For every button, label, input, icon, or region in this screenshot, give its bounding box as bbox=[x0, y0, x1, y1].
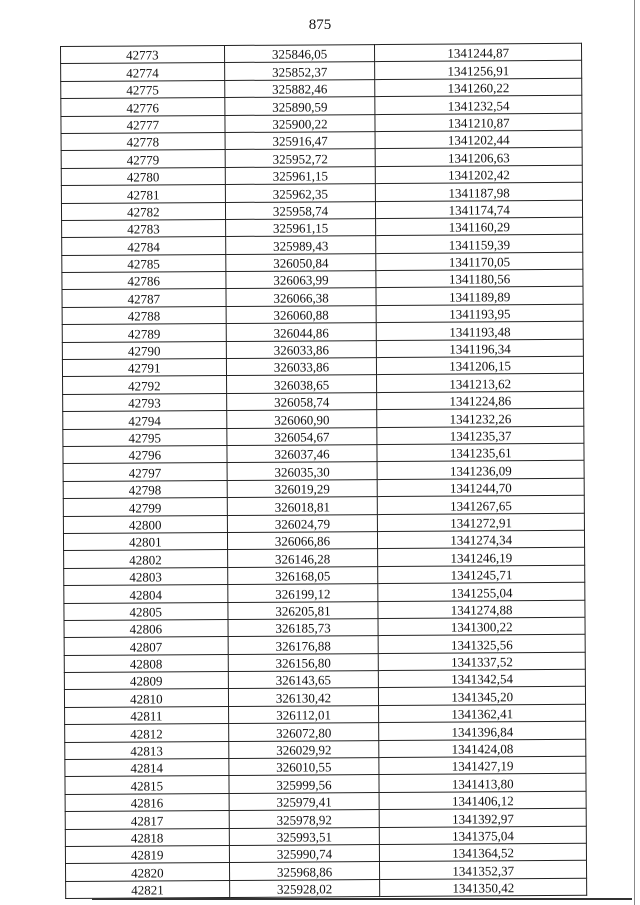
x-coordinate-cell: 326024,79 bbox=[227, 514, 378, 532]
y-coordinate-cell: 1341236,09 bbox=[377, 461, 584, 480]
x-coordinate-cell: 326156,80 bbox=[228, 653, 379, 671]
point-number-cell: 42814 bbox=[65, 758, 229, 776]
point-number-cell: 42776 bbox=[61, 98, 225, 116]
x-coordinate-cell: 326205,81 bbox=[228, 601, 379, 619]
point-number-cell: 42798 bbox=[63, 480, 227, 498]
x-coordinate-cell: 326033,86 bbox=[226, 358, 377, 376]
x-coordinate-cell: 326185,73 bbox=[228, 618, 379, 636]
point-number-cell: 42779 bbox=[61, 150, 225, 168]
point-number-cell: 42800 bbox=[63, 515, 227, 533]
point-number-cell: 42803 bbox=[64, 567, 228, 585]
x-coordinate-cell: 326038,65 bbox=[226, 375, 377, 393]
point-number-cell: 42810 bbox=[64, 689, 228, 707]
table-row bbox=[66, 878, 587, 899]
coordinates-table bbox=[60, 43, 587, 899]
point-number-cell: 42812 bbox=[65, 724, 229, 742]
y-coordinate-cell: 1341244,70 bbox=[378, 478, 585, 497]
x-coordinate-cell: 325993,51 bbox=[229, 827, 380, 845]
x-coordinate-cell: 326066,86 bbox=[227, 532, 378, 550]
point-number-cell: 42821 bbox=[66, 880, 230, 898]
y-coordinate-cell: 1341364,52 bbox=[380, 843, 587, 862]
y-coordinate-cell: 1341245,71 bbox=[378, 565, 585, 584]
point-number-cell: 42811 bbox=[65, 706, 229, 724]
point-number-cell: 42817 bbox=[65, 811, 229, 829]
y-coordinate-cell: 1341174,74 bbox=[376, 200, 583, 219]
point-number-cell: 42775 bbox=[61, 80, 225, 98]
point-number-cell: 42797 bbox=[63, 463, 227, 481]
y-coordinate-cell: 1341193,95 bbox=[376, 304, 583, 323]
y-coordinate-cell: 1341202,42 bbox=[376, 165, 583, 184]
x-coordinate-cell: 326010,55 bbox=[228, 758, 379, 776]
y-coordinate-cell: 1341342,54 bbox=[379, 669, 586, 688]
x-coordinate-cell: 326112,01 bbox=[228, 705, 379, 723]
y-coordinate-cell: 1341337,52 bbox=[379, 652, 586, 671]
point-number-cell: 42818 bbox=[65, 828, 229, 846]
y-coordinate-cell: 1341206,63 bbox=[376, 148, 583, 167]
x-coordinate-cell: 325952,72 bbox=[225, 149, 376, 167]
x-coordinate-cell: 325916,47 bbox=[225, 132, 376, 150]
x-coordinate-cell: 325958,74 bbox=[225, 201, 376, 219]
y-coordinate-cell: 1341396,84 bbox=[379, 722, 586, 741]
y-coordinate-cell: 1341235,37 bbox=[377, 426, 584, 445]
y-coordinate-cell: 1341180,56 bbox=[376, 269, 583, 288]
x-coordinate-cell: 326037,46 bbox=[227, 445, 378, 463]
y-coordinate-cell: 1341246,19 bbox=[378, 548, 585, 567]
point-number-cell: 42791 bbox=[62, 359, 226, 377]
y-coordinate-cell: 1341345,20 bbox=[379, 687, 586, 706]
point-number-cell: 42813 bbox=[65, 741, 229, 759]
y-coordinate-cell: 1341159,39 bbox=[376, 235, 583, 254]
point-number-cell: 42807 bbox=[64, 637, 228, 655]
x-coordinate-cell: 326199,12 bbox=[227, 584, 378, 602]
y-coordinate-cell: 1341300,22 bbox=[378, 617, 585, 636]
x-coordinate-cell: 325962,35 bbox=[225, 184, 376, 202]
y-coordinate-cell: 1341352,37 bbox=[380, 861, 587, 880]
point-number-cell: 42788 bbox=[62, 306, 226, 324]
x-coordinate-cell: 326035,30 bbox=[227, 462, 378, 480]
x-coordinate-cell: 326033,86 bbox=[226, 340, 377, 358]
x-coordinate-cell: 325989,43 bbox=[225, 236, 376, 254]
point-number-cell: 42805 bbox=[64, 602, 228, 620]
point-number-cell: 42795 bbox=[63, 428, 227, 446]
y-coordinate-cell: 1341224,86 bbox=[377, 391, 584, 410]
y-coordinate-cell: 1341232,26 bbox=[377, 409, 584, 428]
y-coordinate-cell: 1341196,34 bbox=[377, 339, 584, 358]
x-coordinate-cell: 326168,05 bbox=[227, 566, 378, 584]
x-coordinate-cell: 325928,02 bbox=[229, 879, 380, 897]
point-number-cell: 42792 bbox=[63, 376, 227, 394]
y-coordinate-cell: 1341274,88 bbox=[378, 600, 585, 619]
point-number-cell: 42785 bbox=[62, 254, 226, 272]
y-coordinate-cell: 1341193,48 bbox=[377, 322, 584, 341]
x-coordinate-cell: 325961,15 bbox=[225, 166, 376, 184]
point-number-cell: 42780 bbox=[61, 167, 225, 185]
y-coordinate-cell: 1341210,87 bbox=[375, 113, 582, 132]
y-coordinate-cell: 1341189,89 bbox=[376, 287, 583, 306]
y-coordinate-cell: 1341392,97 bbox=[380, 808, 587, 827]
y-coordinate-cell: 1341255,04 bbox=[378, 582, 585, 601]
point-number-cell: 42802 bbox=[64, 550, 228, 568]
y-coordinate-cell: 1341427,19 bbox=[379, 756, 586, 775]
y-coordinate-cell: 1341206,15 bbox=[377, 356, 584, 375]
point-number-cell: 42820 bbox=[65, 863, 229, 881]
y-coordinate-cell: 1341267,65 bbox=[378, 495, 585, 514]
x-coordinate-cell: 326146,28 bbox=[227, 549, 378, 567]
y-coordinate-cell: 1341202,44 bbox=[375, 130, 582, 149]
x-coordinate-cell: 325846,05 bbox=[224, 45, 375, 63]
point-number-cell: 42793 bbox=[63, 393, 227, 411]
point-number-cell: 42819 bbox=[65, 845, 229, 863]
x-coordinate-cell: 325999,56 bbox=[229, 775, 380, 793]
point-number-cell: 42796 bbox=[63, 445, 227, 463]
x-coordinate-cell: 325968,86 bbox=[229, 862, 380, 880]
y-coordinate-cell: 1341160,29 bbox=[376, 217, 583, 236]
y-coordinate-cell: 1341424,08 bbox=[379, 739, 586, 758]
point-number-cell: 42782 bbox=[61, 202, 225, 220]
x-coordinate-cell: 326019,29 bbox=[227, 479, 378, 497]
x-coordinate-cell: 325990,74 bbox=[229, 845, 380, 863]
point-number-cell: 42804 bbox=[64, 585, 228, 603]
point-number-cell: 42781 bbox=[61, 185, 225, 203]
right-scan-edge bbox=[634, 0, 635, 905]
x-coordinate-cell: 326060,90 bbox=[226, 410, 377, 428]
point-number-cell: 42809 bbox=[64, 672, 228, 690]
y-coordinate-cell: 1341350,42 bbox=[380, 878, 587, 897]
x-coordinate-cell: 325900,22 bbox=[225, 114, 376, 132]
x-coordinate-cell: 326072,80 bbox=[228, 723, 379, 741]
x-coordinate-cell: 326176,88 bbox=[228, 636, 379, 654]
y-coordinate-cell: 1341260,22 bbox=[375, 78, 582, 97]
y-coordinate-cell: 1341406,12 bbox=[379, 791, 586, 810]
point-number-cell: 42784 bbox=[62, 237, 226, 255]
y-coordinate-cell: 1341272,91 bbox=[378, 513, 585, 532]
y-coordinate-cell: 1341256,91 bbox=[375, 61, 582, 80]
page-number: 875 bbox=[308, 17, 332, 33]
y-coordinate-cell: 1341362,41 bbox=[379, 704, 586, 723]
point-number-cell: 42773 bbox=[61, 45, 225, 63]
coordinates-table-body bbox=[61, 43, 587, 898]
x-coordinate-cell: 325882,46 bbox=[224, 79, 375, 97]
x-coordinate-cell: 325978,92 bbox=[229, 810, 380, 828]
x-coordinate-cell: 326029,92 bbox=[228, 740, 379, 758]
x-coordinate-cell: 326044,86 bbox=[226, 323, 377, 341]
x-coordinate-cell: 326058,74 bbox=[226, 392, 377, 410]
y-coordinate-cell: 1341413,80 bbox=[379, 774, 586, 793]
point-number-cell: 42801 bbox=[63, 532, 227, 550]
point-number-cell: 42787 bbox=[62, 289, 226, 307]
y-coordinate-cell: 1341244,87 bbox=[375, 43, 582, 62]
x-coordinate-cell: 326054,67 bbox=[226, 427, 377, 445]
point-number-cell: 42794 bbox=[63, 411, 227, 429]
x-coordinate-cell: 326063,99 bbox=[226, 271, 377, 289]
point-number-cell: 42808 bbox=[64, 654, 228, 672]
x-coordinate-cell: 326018,81 bbox=[227, 497, 378, 515]
x-coordinate-cell: 326060,88 bbox=[226, 305, 377, 323]
y-coordinate-cell: 1341187,98 bbox=[376, 182, 583, 201]
x-coordinate-cell: 325890,59 bbox=[224, 97, 375, 115]
y-coordinate-cell: 1341274,34 bbox=[378, 530, 585, 549]
x-coordinate-cell: 326050,84 bbox=[225, 253, 376, 271]
x-coordinate-cell: 325852,37 bbox=[224, 62, 375, 80]
x-coordinate-cell: 326130,42 bbox=[228, 688, 379, 706]
y-coordinate-cell: 1341213,62 bbox=[377, 374, 584, 393]
y-coordinate-cell: 1341375,04 bbox=[380, 826, 587, 845]
y-coordinate-cell: 1341325,56 bbox=[378, 635, 585, 654]
point-number-cell: 42789 bbox=[62, 324, 226, 342]
point-number-cell: 42777 bbox=[61, 115, 225, 133]
x-coordinate-cell: 326066,38 bbox=[226, 288, 377, 306]
point-number-cell: 42783 bbox=[62, 219, 226, 237]
y-coordinate-cell: 1341232,54 bbox=[375, 95, 582, 114]
y-coordinate-cell: 1341170,05 bbox=[376, 252, 583, 271]
point-number-cell: 42790 bbox=[62, 341, 226, 359]
bottom-scan-line bbox=[92, 898, 632, 900]
x-coordinate-cell: 325979,41 bbox=[229, 792, 380, 810]
point-number-cell: 42774 bbox=[61, 63, 225, 81]
x-coordinate-cell: 326143,65 bbox=[228, 671, 379, 689]
point-number-cell: 42816 bbox=[65, 793, 229, 811]
point-number-cell: 42786 bbox=[62, 272, 226, 290]
point-number-cell: 42806 bbox=[64, 619, 228, 637]
point-number-cell: 42815 bbox=[65, 776, 229, 794]
x-coordinate-cell: 325961,15 bbox=[225, 218, 376, 236]
point-number-cell: 42778 bbox=[61, 132, 225, 150]
point-number-cell: 42799 bbox=[63, 498, 227, 516]
y-coordinate-cell: 1341235,61 bbox=[377, 443, 584, 462]
